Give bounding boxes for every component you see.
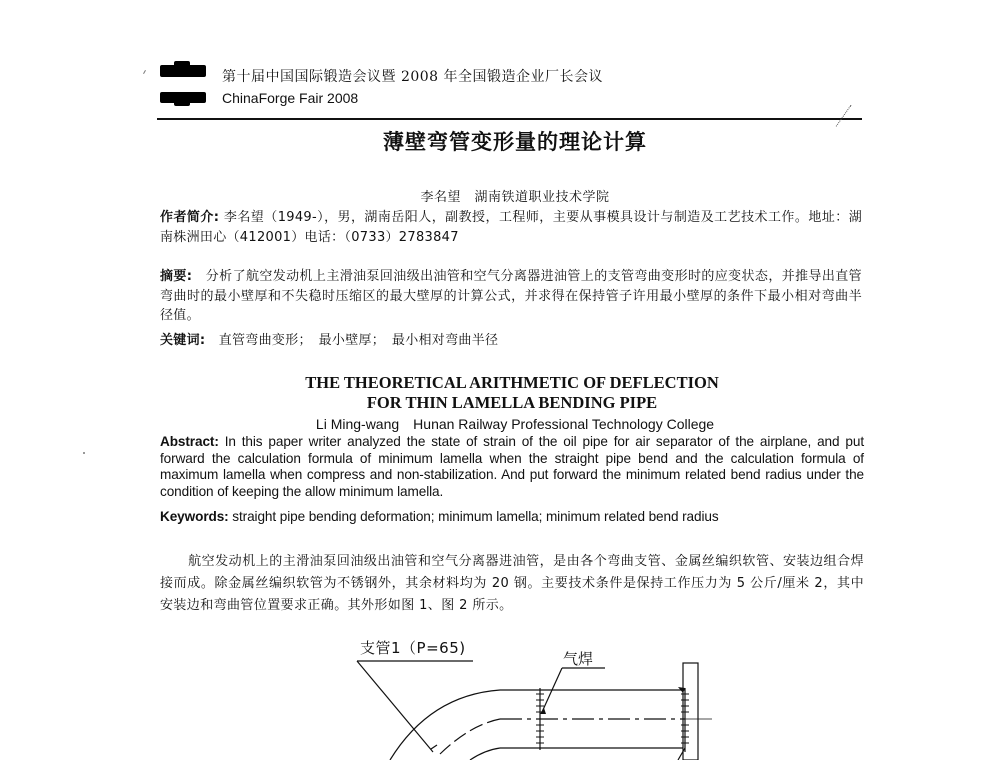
figure-label-branch: 支管1（P=65) (360, 639, 466, 657)
conference-logo-bottom (160, 92, 206, 103)
author-affiliation-en: Li Ming-wang Hunan Railway Professional Technology College (315, 416, 715, 432)
scan-speck (83, 452, 85, 454)
conference-title-cn: 第十届中国国际锻造会议暨 2008 年全国锻造企业厂长会议 (222, 69, 604, 85)
paper-title-en (0, 373, 1000, 413)
title-en-line2: FOR THIN LAMELLA BENDING PIPE (366, 393, 658, 412)
figure-label-weld: 气焊 (563, 650, 594, 668)
body-text: 航空发动机上的主滑油泵回油级出油管和空气分离器进油管，是由各个弯曲支管、金属丝编织软管、安装边组合焊接而成。除金属丝编织软管为不锈钢外，其余材料均为 20 钢。主要技术条件是保持工作压力为 5 公斤/厘米 2，其中安装边和弯曲管位置要求正确。其外形如图 1、图 2 所示。 (160, 554, 864, 613)
conference-title-en: ChinaForge Fair 2008 (222, 90, 359, 106)
header-rule (157, 118, 862, 120)
pen-mark (836, 105, 853, 127)
author-bio (160, 208, 862, 247)
abstract-en (160, 434, 864, 500)
keywords-en-text: straight pipe bending deformation; minimum lamella; minimum related bend radius (228, 509, 719, 524)
bio-text: 李名望（1949-），男，湖南岳阳人，副教授，工程师，主要从事模具设计与制造及工艺技术工作。地址：湖南株洲田心（412001）电话：（0733）2783847 (160, 210, 862, 245)
author-affiliation-cn: 李名望 湖南铁道职业技术学院 (420, 190, 610, 205)
abstract-cn-label: 摘要: (160, 269, 193, 284)
keywords-cn-label: 关键词: (160, 333, 206, 348)
keywords-en-label: Keywords: (160, 509, 229, 524)
title-en-line1: THE THEORETICAL ARITHMETIC OF DEFLECTION (305, 373, 719, 392)
keywords-cn-text: 直管弯曲变形； 最小壁厚； 最小相对弯曲半径 (205, 333, 499, 348)
conference-logo-top (160, 65, 206, 77)
paper-title-cn: 薄壁弯管变形量的理论计算 (383, 130, 647, 154)
abstract-en-label: Abstract: (160, 434, 219, 449)
abstract-cn (160, 267, 862, 326)
keywords-cn (160, 331, 862, 351)
keywords-en (160, 509, 864, 526)
bio-label: 作者简介: (160, 210, 220, 225)
abstract-cn-text: 分析了航空发动机上主滑油泵回油级出油管和空气分离器进油管上的支管弯曲变形时的应变状态，并推导出直管弯曲时的最小壁厚和不失稳时压缩区的最大壁厚的计算公式，并求得在保持管子许用最小壁厚的条件下最小相对弯曲半径值。 (160, 269, 862, 323)
abstract-en-text: In this paper writer analyzed the state of strain of the oil pipe for air separator of the airplane, and put forward the calculation formula of minimum lamella when the straight pipe bend and the calculation formula of maximum lamella when compress and non-stabilization. And put forward the minimum related bend radius under the condition of keeping the allow minimum lamella. (160, 434, 864, 499)
body-paragraph (160, 551, 864, 617)
scan-mark (143, 70, 146, 74)
